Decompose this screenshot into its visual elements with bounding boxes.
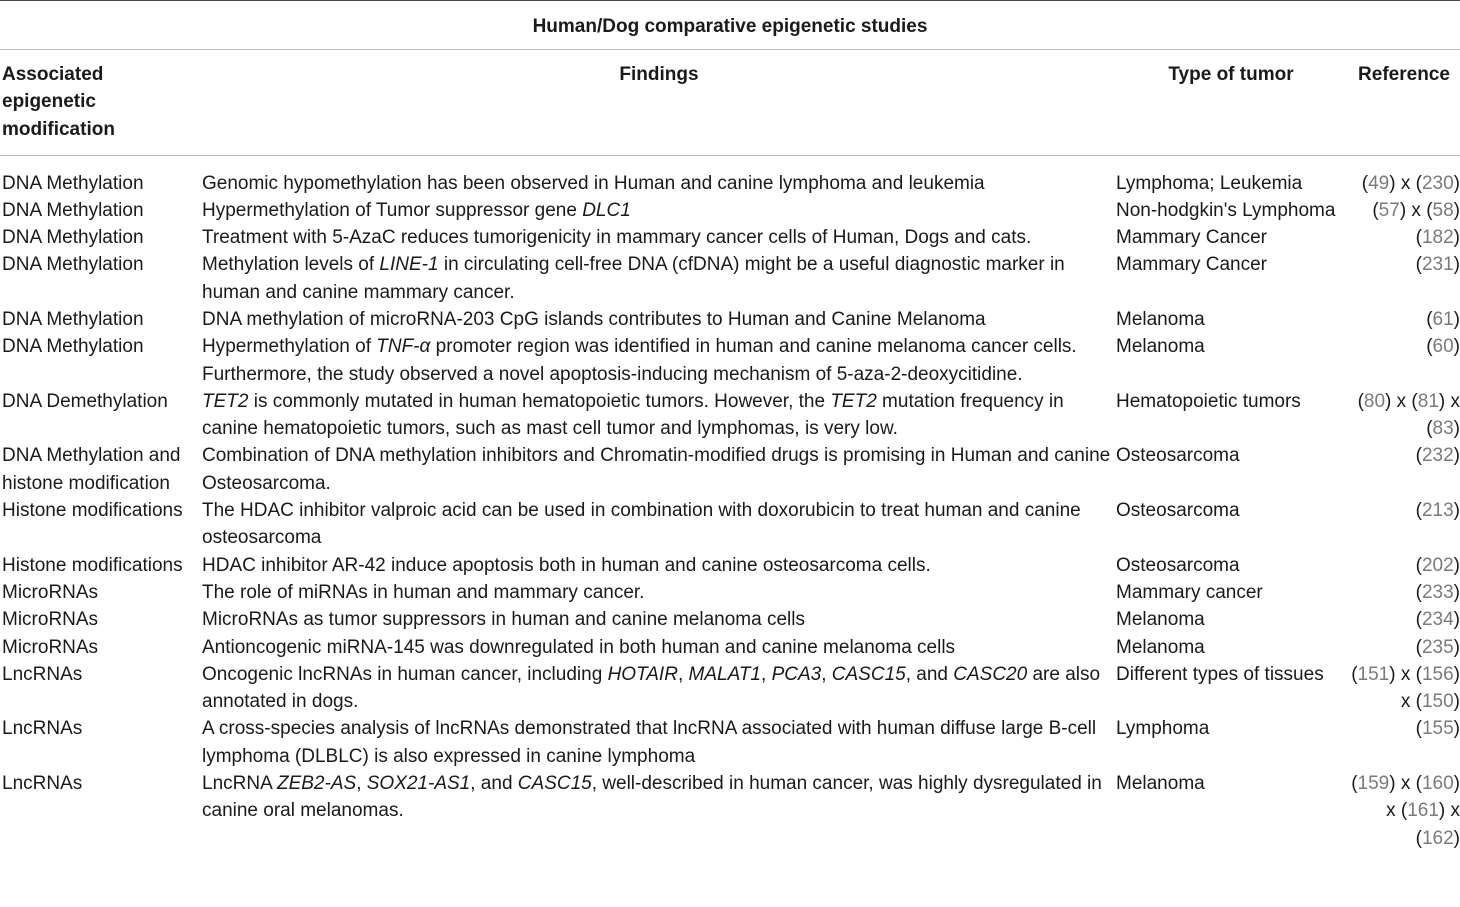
reference-link[interactable]: 202 xyxy=(1421,554,1454,576)
reference-separator: ) x ( xyxy=(1415,800,1460,849)
reference-separator: ) xyxy=(1453,336,1460,358)
table-body xyxy=(0,155,1460,852)
cell-findings xyxy=(202,552,1116,579)
gene-name: CASC15 xyxy=(517,773,592,795)
reference-separator: ( xyxy=(1426,336,1433,358)
gene-name: DLC1 xyxy=(582,199,631,221)
reference-separator: ( xyxy=(1351,773,1358,795)
gene-name: HOTAIR xyxy=(607,663,678,685)
cell-reference xyxy=(1346,634,1460,661)
cell-findings xyxy=(202,197,1116,224)
reference-separator: ( xyxy=(1415,636,1422,658)
table-row xyxy=(0,715,1460,770)
findings-text: , xyxy=(356,773,367,795)
header-tumor: Type of tumor xyxy=(1168,64,1294,85)
reference-link[interactable]: 230 xyxy=(1421,172,1454,194)
cell-modification: DNA Methylation xyxy=(2,172,144,194)
comparative-studies-table xyxy=(0,61,1460,852)
reference-separator: ) xyxy=(1453,827,1460,849)
reference-link[interactable]: 150 xyxy=(1421,691,1454,713)
findings-text: Hypermethylation of xyxy=(202,336,377,358)
reference-link[interactable]: 162 xyxy=(1421,827,1454,849)
gene-name: TET2 xyxy=(830,390,877,412)
reference-link[interactable]: 83 xyxy=(1432,418,1454,440)
reference-separator: ) x ( xyxy=(1389,172,1422,194)
cell-reference xyxy=(1346,333,1460,388)
cell-modification: LncRNAs xyxy=(2,718,83,740)
reference-link[interactable]: 235 xyxy=(1421,636,1454,658)
table-title: Human/Dog comparative epigenetic studies xyxy=(532,16,928,37)
reference-separator: ) xyxy=(1453,554,1460,576)
findings-text: Combination of DNA methylation inhibitors and Chromatin-modified drugs is promising in Human and canine Osteosarcoma. xyxy=(202,445,1111,494)
cell-tumor: Melanoma xyxy=(1116,609,1205,631)
findings-text: , xyxy=(761,663,772,685)
reference-separator: ) xyxy=(1453,718,1460,740)
cell-modification: MicroRNAs xyxy=(2,581,99,603)
reference-separator: ( xyxy=(1415,445,1422,467)
table-row xyxy=(0,661,1460,716)
cell-reference xyxy=(1346,661,1460,716)
table-row xyxy=(0,497,1460,552)
reference-separator: ) x ( xyxy=(1426,390,1460,440)
reference-link[interactable]: 61 xyxy=(1432,308,1454,330)
cell-modification: MicroRNAs xyxy=(2,636,99,658)
reference-separator: ( xyxy=(1415,227,1422,249)
findings-text: Genomic hypomethylation has been observed in Human and canine lymphoma and leukemia xyxy=(202,172,985,194)
cell-findings xyxy=(202,251,1116,306)
findings-text: The HDAC inhibitor valproic acid can be used in combination with doxorubicin to treat human and canine osteosarcoma xyxy=(202,500,1081,549)
reference-link[interactable]: 80 xyxy=(1363,390,1386,412)
gene-name: CASC15 xyxy=(831,663,906,685)
findings-text: A cross-species analysis of lncRNAs demonstrated that lncRNA associated with human diffuse large B-cell lymphoma (DLBLC) is also expressed in canine lymphoma xyxy=(202,718,1097,767)
table-row xyxy=(0,770,1460,852)
reference-link[interactable]: 57 xyxy=(1378,199,1400,221)
cell-findings xyxy=(202,224,1116,251)
reference-link[interactable]: 58 xyxy=(1432,199,1454,221)
cell-findings xyxy=(202,579,1116,606)
findings-text: mutation frequency in canine hematopoietic tumors, such as mast cell tumor and lymphomas, is very low. xyxy=(202,390,1064,440)
table-title-row xyxy=(0,0,1460,50)
reference-link[interactable]: 155 xyxy=(1421,718,1454,740)
cell-tumor: Osteosarcoma xyxy=(1116,500,1240,522)
reference-separator: ( xyxy=(1372,199,1379,221)
cell-findings xyxy=(202,306,1116,333)
reference-separator: ) x ( xyxy=(1399,199,1433,221)
table-row xyxy=(0,579,1460,606)
reference-separator: ( xyxy=(1415,609,1422,631)
cell-findings xyxy=(202,333,1116,388)
reference-link[interactable]: 159 xyxy=(1357,773,1390,795)
cell-tumor: Osteosarcoma xyxy=(1116,445,1240,467)
cell-reference xyxy=(1346,388,1460,443)
reference-separator: ( xyxy=(1361,172,1369,194)
reference-separator: ) x ( xyxy=(1389,663,1422,685)
cell-findings xyxy=(202,634,1116,661)
gene-name: ZEB2-AS xyxy=(276,773,357,795)
findings-text: , and xyxy=(470,773,518,795)
reference-link[interactable]: 234 xyxy=(1421,609,1454,631)
cell-findings xyxy=(202,606,1116,633)
findings-text: in circulating cell-free DNA (cfDNA) might be a useful diagnostic marker in human and canine mammary cancer. xyxy=(202,254,1065,303)
reference-separator: ) x ( xyxy=(1386,773,1460,822)
reference-separator: ( xyxy=(1357,390,1364,412)
reference-separator: ( xyxy=(1426,308,1433,330)
table-row xyxy=(0,634,1460,661)
cell-reference xyxy=(1346,197,1460,224)
table-row xyxy=(0,197,1460,224)
cell-findings xyxy=(202,770,1116,852)
cell-findings xyxy=(202,442,1116,497)
header-findings: Findings xyxy=(619,64,699,85)
findings-text: DNA methylation of microRNA-203 CpG islands contributes to Human and Canine Melanoma xyxy=(202,308,986,330)
cell-tumor: Mammary Cancer xyxy=(1116,254,1267,276)
cell-modification: LncRNAs xyxy=(2,663,83,685)
cell-reference xyxy=(1346,579,1460,606)
cell-reference xyxy=(1346,770,1460,852)
cell-tumor: Mammary Cancer xyxy=(1116,227,1267,249)
cell-modification: Histone modifications xyxy=(2,554,183,576)
reference-separator: ) xyxy=(1453,691,1460,713)
cell-modification: DNA Methylation and histone modification xyxy=(2,445,181,494)
reference-link[interactable]: 156 xyxy=(1421,663,1454,685)
cell-reference xyxy=(1346,155,1460,197)
findings-text: promoter region was identified in human and canine melanoma cancer cells. Furthermore, the study observed a novel apoptosis-inducing mechanism of 5-aza-2-deoxycitidine. xyxy=(202,336,1077,385)
reference-separator: ( xyxy=(1415,500,1422,522)
reference-separator: ( xyxy=(1415,254,1422,276)
findings-text: LncRNA xyxy=(202,773,277,795)
findings-text: are also annotated in dogs. xyxy=(202,663,1101,713)
reference-link[interactable]: 160 xyxy=(1421,773,1454,795)
reference-separator: ) xyxy=(1453,609,1460,631)
cell-tumor: Melanoma xyxy=(1116,773,1205,795)
cell-reference xyxy=(1346,224,1460,251)
gene-name: MALAT1 xyxy=(688,663,762,685)
cell-findings xyxy=(202,497,1116,552)
table-row xyxy=(0,442,1460,497)
table-row xyxy=(0,251,1460,306)
reference-link[interactable]: 151 xyxy=(1357,663,1390,685)
reference-link[interactable]: 60 xyxy=(1432,336,1454,358)
reference-link[interactable]: 49 xyxy=(1368,172,1390,194)
cell-reference xyxy=(1346,552,1460,579)
table-row xyxy=(0,333,1460,388)
table-row xyxy=(0,306,1460,333)
findings-text: MicroRNAs as tumor suppressors in human and canine melanoma cells xyxy=(202,609,805,631)
reference-separator: ) xyxy=(1453,308,1460,330)
reference-separator: ) x ( xyxy=(1389,773,1422,795)
findings-text: Treatment with 5-AzaC reduces tumorigenicity in mammary cancer cells of Human, Dogs and cats. xyxy=(202,227,1032,249)
reference-separator: ) xyxy=(1453,199,1460,221)
findings-text: , well-described in human cancer, was highly dysregulated in canine oral melanomas. xyxy=(202,773,1102,822)
reference-separator: ) xyxy=(1453,172,1460,194)
cell-reference xyxy=(1346,606,1460,633)
cell-reference xyxy=(1346,306,1460,333)
gene-name: CASC20 xyxy=(953,663,1028,685)
table-row xyxy=(0,606,1460,633)
gene-name: TNF-α xyxy=(376,336,431,358)
gene-name: SOX21-AS1 xyxy=(366,773,471,795)
cell-tumor: Different types of tissues xyxy=(1116,663,1324,685)
table-row xyxy=(0,388,1460,443)
reference-separator: ) xyxy=(1453,636,1460,658)
findings-text: Antioncogenic miRNA-145 was downregulated in both human and canine melanoma cells xyxy=(202,636,956,658)
cell-findings xyxy=(202,661,1116,716)
cell-modification: DNA Methylation xyxy=(2,227,144,249)
findings-text: , xyxy=(821,663,832,685)
reference-link[interactable]: 213 xyxy=(1421,500,1454,522)
reference-separator: ) xyxy=(1453,418,1460,440)
reference-separator: ) xyxy=(1453,500,1460,522)
reference-separator: ) x ( xyxy=(1385,390,1418,412)
gene-name: PCA3 xyxy=(771,663,822,685)
cell-reference xyxy=(1346,442,1460,497)
cell-tumor: Melanoma xyxy=(1116,336,1205,358)
cell-modification: LncRNAs xyxy=(2,773,83,795)
cell-modification: MicroRNAs xyxy=(2,609,99,631)
header-reference: Reference xyxy=(1358,64,1450,85)
cell-tumor: Osteosarcoma xyxy=(1116,554,1240,576)
cell-tumor: Lymphoma xyxy=(1116,718,1210,740)
reference-separator: ) xyxy=(1453,445,1460,467)
header-modification: Associated epigenetic modification xyxy=(2,64,115,140)
table-row xyxy=(0,552,1460,579)
cell-tumor: Melanoma xyxy=(1116,636,1205,658)
reference-separator: ( xyxy=(1415,554,1422,576)
cell-tumor: Mammary cancer xyxy=(1116,581,1263,603)
table-row xyxy=(0,155,1460,197)
reference-link[interactable]: 182 xyxy=(1421,227,1454,249)
reference-link[interactable]: 161 xyxy=(1407,800,1439,822)
reference-separator: ) xyxy=(1453,254,1460,276)
findings-text: The role of miRNAs in human and mammary cancer. xyxy=(202,581,645,603)
findings-text: , xyxy=(677,663,689,685)
cell-modification: DNA Demethylation xyxy=(2,390,168,412)
cell-tumor: Non-hodgkin's Lymphoma xyxy=(1116,199,1336,221)
cell-tumor: Lymphoma; Leukemia xyxy=(1116,172,1303,194)
reference-separator: ) xyxy=(1453,581,1460,603)
cell-modification: Histone modifications xyxy=(2,500,183,522)
reference-separator: ( xyxy=(1415,581,1422,603)
reference-separator: ( xyxy=(1351,663,1358,685)
table-header xyxy=(0,61,1460,155)
cell-tumor: Melanoma xyxy=(1116,308,1205,330)
reference-separator: ) xyxy=(1453,227,1460,249)
reference-link[interactable]: 232 xyxy=(1421,445,1454,467)
findings-text: is commonly mutated in human hematopoietic tumors. However, the xyxy=(248,390,831,412)
cell-reference xyxy=(1346,251,1460,306)
header-row xyxy=(0,61,1460,155)
cell-reference xyxy=(1346,715,1460,770)
findings-text: HDAC inhibitor AR-42 induce apoptosis both in human and canine osteosarcoma cells. xyxy=(202,554,931,576)
cell-reference xyxy=(1346,497,1460,552)
reference-link[interactable]: 231 xyxy=(1421,254,1454,276)
cell-modification: DNA Methylation xyxy=(2,308,144,330)
findings-text: Hypermethylation of Tumor suppressor gene xyxy=(202,199,583,221)
table-row xyxy=(0,224,1460,251)
reference-separator: ( xyxy=(1415,718,1422,740)
findings-text: Methylation levels of xyxy=(202,254,380,276)
cell-findings xyxy=(202,715,1116,770)
cell-modification: DNA Methylation xyxy=(2,199,144,221)
gene-name: LINE-1 xyxy=(379,254,439,276)
gene-name: TET2 xyxy=(202,390,249,412)
findings-text: , and xyxy=(905,663,954,685)
reference-link[interactable]: 233 xyxy=(1421,581,1454,603)
cell-findings xyxy=(202,388,1116,443)
cell-modification: DNA Methylation xyxy=(2,254,144,276)
cell-findings xyxy=(202,155,1116,197)
reference-separator: ) x ( xyxy=(1400,663,1460,713)
reference-link[interactable]: 81 xyxy=(1417,390,1439,412)
cell-modification: DNA Methylation xyxy=(2,336,144,358)
findings-text: Oncogenic lncRNAs in human cancer, including xyxy=(202,663,608,685)
cell-tumor: Hematopoietic tumors xyxy=(1116,390,1301,412)
